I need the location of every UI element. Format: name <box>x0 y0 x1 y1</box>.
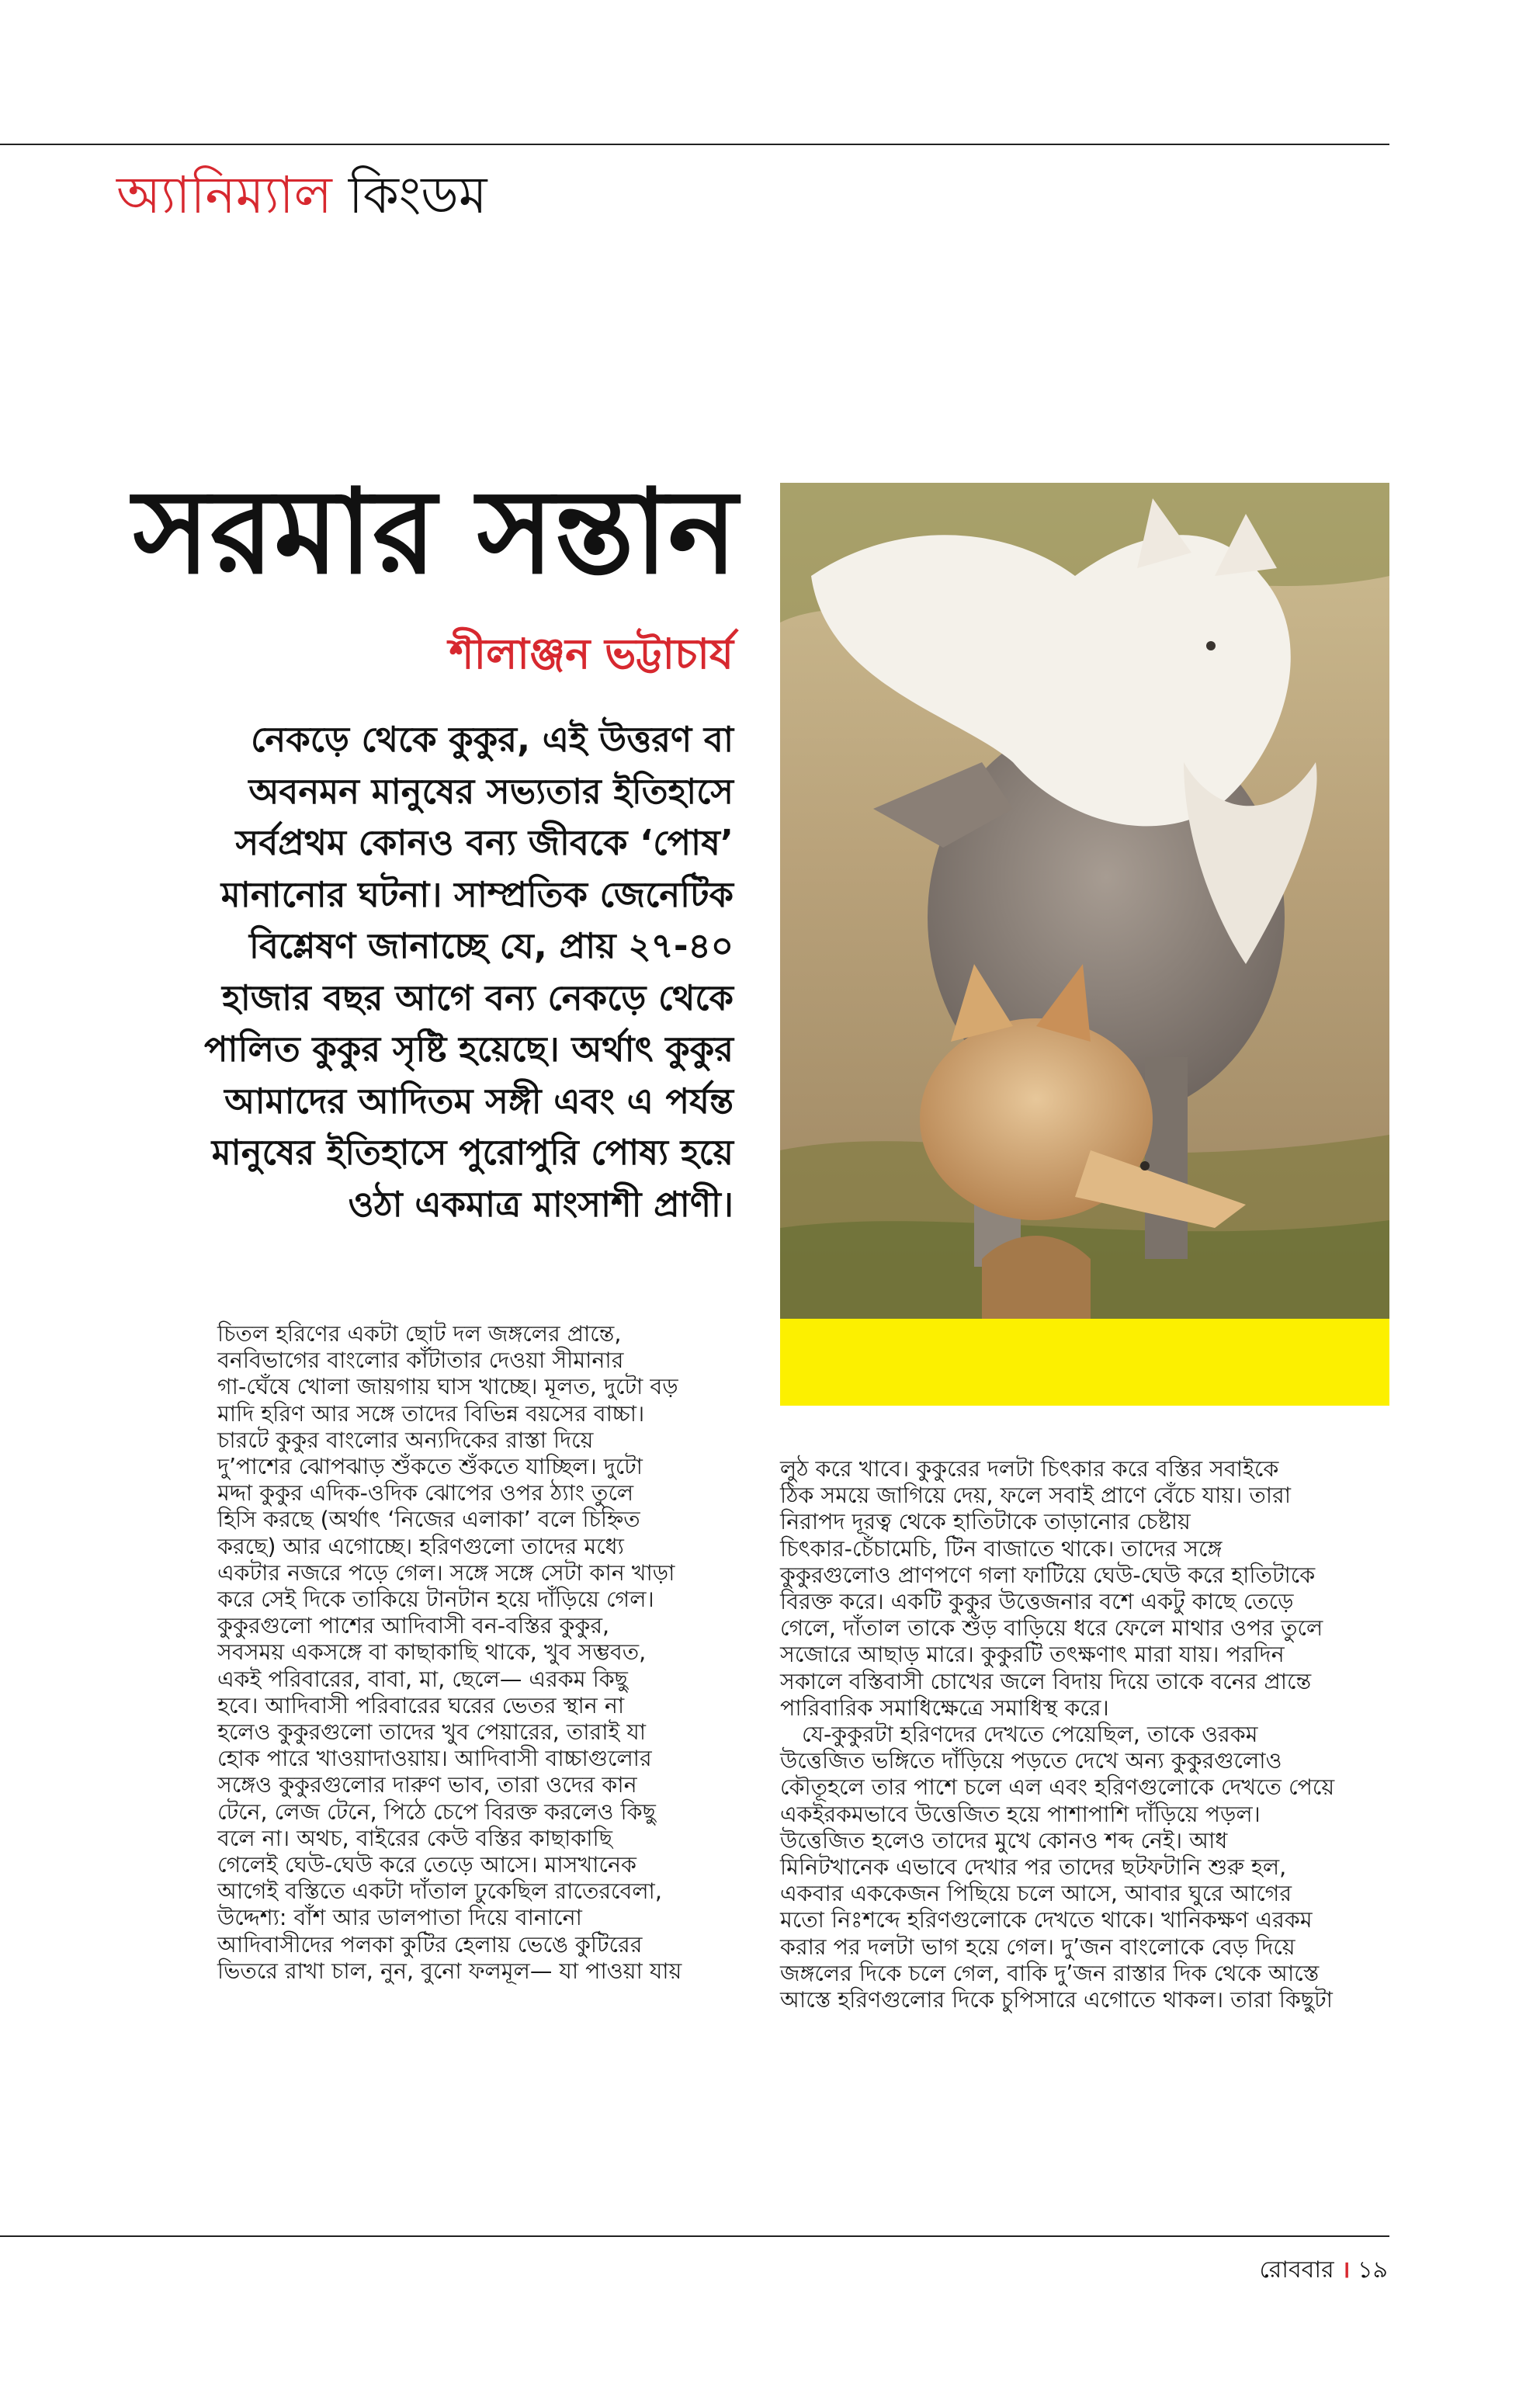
top-rule <box>0 144 1389 145</box>
standfirst <box>116 714 734 1230</box>
wolves-photo <box>780 483 1389 1319</box>
body-line: কৌতূহলে তার পাশে চলে এল এবং হরিণগুলোকে দেখতে পেয়ে <box>780 1774 1335 1801</box>
body-line: টেনে, লেজ টেনে, পিঠে চেপে বিরক্ত করলেও কিছু <box>217 1798 656 1825</box>
standfirst-line: অবনমন মানুষের সভ্যতার ইতিহাসে <box>248 770 734 812</box>
body-line: চারটে কুকুর বাংলোর অন্যদিকের রাস্তা দিয়ে <box>217 1427 594 1453</box>
body-line: সবসময় একসঙ্গে বা কাছাকাছি থাকে, খুব সম্ভবত, <box>217 1639 647 1666</box>
body-line: পারিবারিক সমাধিক্ষেত্রে সমাধিস্থ করে। <box>780 1694 1109 1721</box>
section-label-black: কিংডম <box>348 165 487 225</box>
body-line: একবার এককেজন পিছিয়ে চলে আসে, আবার ঘুরে আগের <box>780 1881 1292 1907</box>
page-number: ১৯ <box>1358 2256 1388 2284</box>
body-line: যে-কুকুরটা হরিণদের দেখতে পেয়েছিল, তাকে ওরকম <box>802 1722 1258 1748</box>
body-line: বনবিভাগের বাংলোর কাঁটাতার দেওয়া সীমানার <box>217 1347 624 1374</box>
body-line: গেলে, দাঁতাল তাকে শুঁড় বাড়িয়ে ধরে ফেলে মাথার ওপর তুলে <box>780 1615 1323 1642</box>
section-label <box>116 165 487 227</box>
body-line: হোক পারে খাওয়াদাওয়ায়। আদিবাসী বাচ্চাগুলোর <box>217 1746 652 1772</box>
standfirst-line: নেকড়ে থেকে কুকুর, এই উত্তরণ বা <box>251 719 734 760</box>
body-line: হবে। আদিবাসী পরিবারের ঘরের ভেতর স্থান না <box>217 1692 625 1718</box>
body-line: চিৎকার-চেঁচামেচি, টিন বাজাতে থাকে। তাদের সঙ্গে <box>780 1535 1223 1562</box>
body-line: সজোরে আছাড় মারে। কুকুরটি তৎক্ষণাৎ মারা যায়। পরদিন <box>780 1642 1285 1668</box>
headline: সরমার সন্তান <box>133 463 737 600</box>
folio-magazine: রোববার <box>1259 2256 1334 2284</box>
body-line: চিতল হরিণের একটা ছোট দল জঙ্গলের প্রান্তে, <box>217 1321 622 1347</box>
body-line: বিরক্ত করে। একটি কুকুর উত্তেজনার বশে একটু কাছে তেড়ে <box>780 1589 1294 1615</box>
body-line: উত্তেজিত হলেও তাদের মুখে কোনও শব্দ নেই। আধ <box>780 1827 1228 1854</box>
body-line: আদিবাসীদের পলকা কুটির হেলায় ভেঙে কুটিরের <box>217 1931 643 1958</box>
body-line: একইরকমভাবে উত্তেজিত হয়ে পাশাপাশি দাঁড়িয়ে পড়ল। <box>780 1801 1261 1827</box>
body-line: নিরাপদ দূরত্ব থেকে হাতিটাকে তাড়ানোর চেষ্টায় <box>780 1509 1191 1535</box>
body-line: করে সেই দিকে তাকিয়ে টানটান হয়ে দাঁড়িয়ে গেল। <box>217 1587 654 1613</box>
body-line: একটার নজরে পড়ে গেল। সঙ্গে সঙ্গে সেটা কান খাড়া <box>217 1559 675 1586</box>
body-line: করছে) আর এগোচ্ছে। হরিণগুলো তাদের মধ্যে <box>217 1533 624 1559</box>
bottom-rule <box>0 2235 1389 2237</box>
body-line: করার পর দলটা ভাগ হয়ে গেল। দু’জন বাংলোকে বেড় দিয়ে <box>780 1933 1295 1960</box>
section-label-red: অ্যানিম্যাল <box>116 165 332 225</box>
body-line: মাদি হরিণ আর সঙ্গে তাদের বিভিন্ন বয়সের বাচ্চা। <box>217 1400 645 1427</box>
byline: শীলাঞ্জন ভট্টাচার্য <box>449 629 734 678</box>
page-folio <box>1260 2255 1388 2286</box>
body-line: একই পরিবারের, বাবা, মা, ছেলে— এরকম কিছু <box>217 1666 628 1692</box>
body-line: উত্তেজিত ভঙ্গিতে দাঁড়িয়ে পড়তে দেখে অন্য কুকুরগুলোও <box>780 1748 1282 1774</box>
caption-band <box>780 1319 1389 1406</box>
body-line: গেলেই ঘেউ-ঘেউ করে তেড়ে আসে। মাসখানেক <box>217 1852 636 1878</box>
standfirst-line: আমাদের আদিতম সঙ্গী এবং এ পর্যন্ত <box>224 1080 734 1122</box>
body-line: সঙ্গেও কুকুরগুলোর দারুণ ভাব, তারা ওদের কান <box>217 1772 637 1798</box>
body-line: মদ্দা কুকুর এদিক-ওদিক ঝোপের ওপর ঠ্যাং তুলে <box>217 1480 634 1507</box>
body-line: উদ্দেশ্য: বাঁশ আর ডালপাতা দিয়ে বানানো <box>217 1905 582 1931</box>
body-line: মিনিটখানেক এভাবে দেখার পর তাদের ছটফটানি শুরু হল, <box>780 1854 1287 1881</box>
body-column-left <box>217 1321 722 1985</box>
body-line: আগেই বস্তিতে একটা দাঁতাল ঢুকেছিল রাতেরবেলা, <box>217 1878 662 1905</box>
standfirst-line: মানুষের ইতিহাসে পুরোপুরি পোষ্য হয়ে <box>211 1132 734 1173</box>
body-line: হিসি করছে (অর্থাৎ ‘নিজের এলাকা’ বলে চিহ্নিত <box>217 1507 640 1533</box>
body-line: কুকুরগুলোও প্রাণপণে গলা ফাটিয়ে ঘেউ-ঘেউ করে হাতিটাকে <box>780 1562 1316 1588</box>
body-line: লুঠ করে খাবে। কুকুরের দলটা চিৎকার করে বস্তির সবাইকে <box>780 1456 1279 1482</box>
body-line: আস্তে হরিণগুলোর দিকে চুপিসারে এগোতে থাকল। তারা কিছুটা <box>780 1987 1333 2013</box>
standfirst-line: হাজার বছর আগে বন্য নেকড়ে থেকে <box>222 976 734 1018</box>
folio-separator: । <box>1341 2256 1351 2284</box>
body-line: মতো নিঃশব্দে হরিণগুলোকে দেখতে থাকে। খানিকক্ষণ এরকম <box>780 1907 1313 1933</box>
standfirst-line: বিশ্লেষণ জানাচ্ছে যে, প্রায় ২৭-৪০ <box>248 925 734 966</box>
body-line: কুকুরগুলো পাশের আদিবাসী বন-বস্তির কুকুর, <box>217 1613 610 1639</box>
body-line: গা-ঘেঁষে খোলা জায়গায় ঘাস খাচ্ছে। মূলত, দুটো বড় <box>217 1374 678 1400</box>
body-column-right <box>780 1456 1393 2013</box>
body-line: ভিতরে রাখা চাল, নুন, বুনো ফলমূল— যা পাওয়া যায় <box>217 1958 682 1984</box>
body-line: দু’পাশের ঝোপঝাড় শুঁকতে শুঁকতে যাচ্ছিল। দুটো <box>217 1454 643 1480</box>
body-line: সকালে বস্তিবাসী চোখের জলে বিদায় দিয়ে তাকে বনের প্রান্তে <box>780 1668 1312 1694</box>
body-line: বলে না। অথচ, বাইরের কেউ বস্তির কাছাকাছি <box>217 1825 612 1851</box>
standfirst-line: সর্বপ্রথম কোনও বন্য জীবকে ‘পোষ’ <box>235 822 734 863</box>
body-line: হলেও কুকুরগুলো তাদের খুব পেয়ারের, তারাই যা <box>217 1719 647 1746</box>
standfirst-line: ওঠা একমাত্র মাংসাশী প্রাণী। <box>348 1183 734 1225</box>
standfirst-line: পালিত কুকুর সৃষ্টি হয়েছে। অর্থাৎ কুকুর <box>204 1028 734 1070</box>
body-line: ঠিক সময়ে জাগিয়ে দেয়, ফলে সবাই প্রাণে বেঁচে যায়। তারা <box>780 1483 1292 1509</box>
standfirst-line: মানানোর ঘটনা। সাম্প্রতিক জেনেটিক <box>220 873 734 915</box>
body-line: জঙ্গলের দিকে চলে গেল, বাকি দু’জন রাস্তার দিক থেকে আস্তে <box>780 1960 1320 1986</box>
